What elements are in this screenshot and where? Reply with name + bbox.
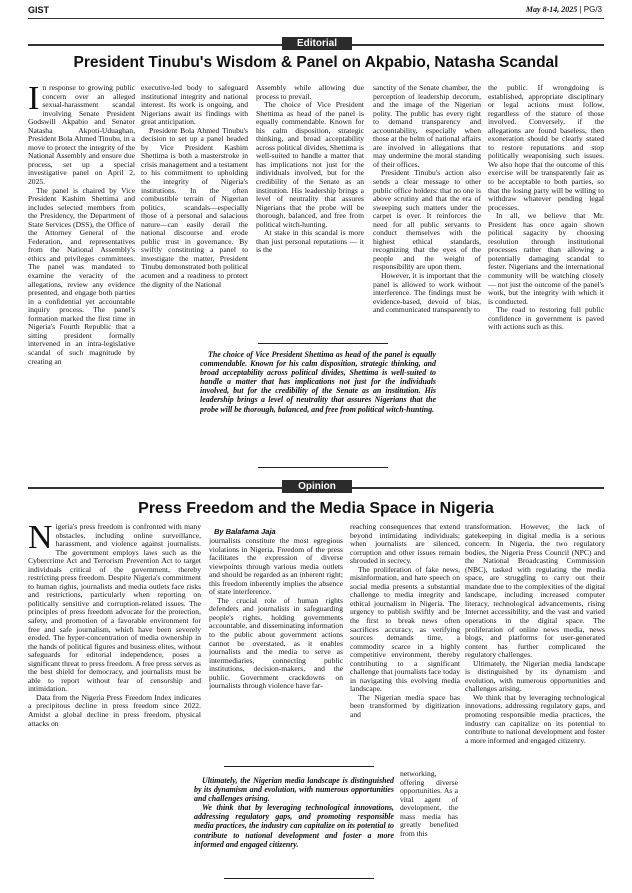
editorial-column-5 xyxy=(488,84,604,476)
paragraph: We think that by leveraging technological innovations, addressing regulatory gaps, and promoting responsible media practices, the industry can capitalize on its potential to contribute to national development and foster a more informed and engaged citizenry. xyxy=(465,692,605,745)
pullquote-text: The choice of Vice President Shettima as head of the panel is equally commendable. Known for his calm disposition, strategic thinking, and broad acceptability across political divides, Shettima is well-suited to handle a matter that has implications not just for the individuals involved, but for the credibility of the Senate as an institution. His leadership brings a level of neutrality that assures Nigerians that the probe will be thorough, balanced, and free from political witch-hunting. xyxy=(200,350,436,414)
paragraph: The panel is chaired by Vice President Kashim Shettima and includes selected members from the Presidency, the Department of State Services (DSS), the Office of the Attorney General of the Federation, and representatives from the National Assembly's ethics and privileges committees. The panel was mandated to examine the veracity of the allegations, review any evidence presented, and engage both parties in a confidential yet accountable inquiry process. The panel's formation marked the first time in Nigeria's Fourth Republic that a sitting president formally intervened in an intra-legislative scandal of such magnitude by creating an xyxy=(28,185,135,366)
opinion-column-1 xyxy=(28,523,201,883)
paragraph: journalists constitute the most egregious violations in Nigeria. Freedom of the press facilitates the expression of diverse viewpoints through various media outlets and should be regarded as an inherent right; this freedom inherently implies the absence of state interference. xyxy=(209,537,343,597)
paragraph: the public. If wrongdoing is established, appropriate disciplinary or legal actions must follow, regardless of the stature of those involved. Conversely, if the allegations are found baseless, then exoneration should be clearly stated to restore reputations and stop politically weaponising such issues. We also hope that the outcome of this exercise will be transparently fair as to be acceptable to both parties, so that the losing party will be willing to withdraw whatever pending legal processes. xyxy=(488,84,604,212)
paragraph: However, it is important that the panel is allowed to work without interference. The findings must be evidence-based, devoid of bias, and communicated transparently to xyxy=(373,271,481,315)
opinion-section-tag: Opinion xyxy=(282,480,352,493)
opinion-column-3 xyxy=(350,523,460,761)
paragraph: At stake in this scandal is more than just personal reputations — it is the xyxy=(256,228,364,255)
opinion-column-4 xyxy=(400,770,458,880)
editorial-dropcap: I xyxy=(28,84,40,117)
paragraph: networking, offering diverse opportunities. As a vital agent of development, the mass media has greatly benefited from this xyxy=(400,770,458,838)
pullquote-text: We think that by leveraging technological innovations, addressing regulatory gaps, and promoting responsible media practices, the industry can capitalize on its potential to contribute to national development and foster a more informed and engaged citizenry. xyxy=(194,803,394,849)
pullquote-rule-top xyxy=(224,766,374,767)
paragraph: reaching consequences that extend beyond intimidating individuals; when journalists are silenced, corruption and other issues remain shrouded in secrecy. xyxy=(350,523,460,566)
paragraph: igeria's press freedom is confronted with many obstacles, including online surveillance, harassment, and violence against journalists. The government employs laws such as the Cybercrime Act and Terrorism Prevention Act to target individuals critical of the government, thereby restricting press freedom. Despite Nigeria's commitment to human rights, journalists and media outlets face risks and restrictions, particularly when reporting on politically sensitive and corruption-related issues. The principles of press freedom advocate for the protection, safety, and promotion of a favorable environment for free and safe journalism, which have been severely eroded. The hyper-concentration of media ownership in the hands of political figures and business elites, without safeguards for editorial independence, poses a significant threat to press freedom. A free press serves as the best shield for democracy, and journalists must be able to report without fear of censorship and intimidation. xyxy=(28,523,201,694)
paragraph: executive-led body to safeguard institutional integrity and national interest. Its work is ongoing, and Nigerians await its findings with great anticipation. xyxy=(141,84,248,127)
paragraph: sanctity of the Senate chamber, the perception of leadership decorum, and the image of the Nigerian polity. The public has every right to demand transparency and accountability, especially when those at the helm of national affairs are involved in allegations that may undermine the moral standing of their offices. xyxy=(373,84,481,169)
page-number: PG/3 xyxy=(583,5,602,14)
opinion-pullquote xyxy=(194,776,394,874)
paragraph: n response to growing public concern over an alleged sexual-harassment scandal involving Senate President Godswill Akpabio and Senator Natasha Akpoti-Uduaghan, President Bola Ahmed Tinubu, in a move to protect the integrity of the National Assembly and ensure due process, set up a special investigative panel on April 2, 2025. xyxy=(28,84,135,187)
section-rule-left xyxy=(28,487,282,489)
section-rule-left xyxy=(28,44,282,46)
issue-date: May 8-14, 2025 xyxy=(525,5,578,14)
pullquote-rule-bottom xyxy=(258,467,388,468)
paragraph: President Tinubu's action also sends a clear message to other public office holders: that no one is above scrutiny and that the era of sweeping such matters under the carpet is over. It reinforces the need for all public servants to conduct themselves with the highest ethical standards, recognizing that the eyes of the people and the weight of responsibility are upon them. xyxy=(373,168,481,272)
paragraph: The crucial role of human rights defenders and journalists in safeguarding people's rights, holding governments accountable, and disseminating information to the public about government actions cannot be overstated, as it enables journalists and the media to serve as intermediaries, connecting public institutions, decision-makers, and the public. Government crackdowns on journalists through violence have far- xyxy=(209,595,343,691)
editorial-headline: President Tinubu's Wisdom & Panel on Akpabio, Natasha Scandal xyxy=(73,54,559,71)
pullquote-rule-bottom xyxy=(224,878,374,879)
editorial-column-1 xyxy=(28,84,135,476)
byline: By Balafama Jaja xyxy=(214,527,276,536)
opinion-headline: Press Freedom and the Media Space in Nigeria xyxy=(138,500,494,517)
editorial-column-3 xyxy=(256,84,364,336)
paragraph: The road to restoring full public confidence in government is paved with actions such as this. xyxy=(488,305,604,332)
paragraph: Assembly while allowing due process to prevail. xyxy=(256,84,364,101)
header-rule xyxy=(28,18,604,19)
opinion-column-2 xyxy=(209,537,343,761)
opinion-column-5 xyxy=(465,523,605,883)
paragraph: transformation. However, the lack of gatekeeping in digital media is a serious concern. In Nigeria, the two regulatory bodies, the Nigeria Press Council (NPC) and the National Broadcasting Commission (NBC), tasked with regulating the media space, are struggling to carry out their mandate due to the complexities of the digital landscape, including increased computer literacy, technological advancements, rising Internet accessibility, and the vast and varied operations in the digital space. The proliferation of online news media, news blogs, and platforms for user-generated content has further complicated the regulatory challenges. xyxy=(465,523,605,660)
newspaper-name: GIST xyxy=(28,5,50,15)
paragraph: The Nigerian media space has been transformed by digitization and xyxy=(350,692,460,720)
paragraph: Ultimately, the Nigerian media landscape is distinguished by its dynamism and evolution, with numerous opportunities and challenges arising. xyxy=(465,658,605,694)
section-rule-right xyxy=(352,44,604,46)
pullquote-rule-top xyxy=(258,343,388,344)
editorial-section-tag: Editorial xyxy=(282,37,352,50)
editorial-pullquote xyxy=(200,350,436,462)
paragraph: President Bola Ahmed Tinubu's decision to set up a panel headed by Vice President Kashim Shettima is both a masterstroke in crisis management and a testament to his commitment to upholding the integrity of Nigeria's institutions. In the often combustible terrain of Nigerian politics, scandals—especially those of a personal and salacious nature—can easily derail the national discourse and erode public trust in governance. By swiftly constituting a panel to investigate the matter, President Tinubu demonstrated both political acumen and a readiness to protect the dignity of the National xyxy=(141,125,248,289)
paragraph: In all, we believe that Mr. President has once again shown political sagacity by choosing resolution through institutional processes rather than allowing a potentially damaging scandal to fester. Nigerians and the international community will be watching closely — not just the outcome of the panel's work, but the integrity with which it is conducted. xyxy=(488,211,604,306)
paragraph: The proliferation of fake news, misinformation, and hate speech on social media presents a substantial challenge to media integrity and ethical journalism in Nigeria. The urgency to publish swiftly and be the first to break news often sacrifices accuracy, as verifying sources demands time, a commodity scarce in a highly competitive environment, thereby contributing to a significant challenge that journalists face today in navigating this evolving media landscape. xyxy=(350,564,460,694)
issue-info: May 8-14, 2025 | PG/3 xyxy=(525,5,602,14)
opinion-dropcap: N xyxy=(28,523,53,556)
paragraph: Data from the Nigeria Press Freedom Index indicates a precipitous decline in press freedom since 2022. Amidst a global decline in press freedom, physical attacks on xyxy=(28,692,201,728)
section-rule-right xyxy=(352,487,604,489)
pullquote-text: Ultimately, the Nigerian media landscape is distinguished by its dynamism and evolution, with numerous opportunities and challenges arising. xyxy=(194,776,394,804)
paragraph: The choice of Vice President Shettima as head of the panel is equally commendable. Known for his calm disposition, strategic thinking, and broad acceptability across political divides, Shettima is well-suited to handle a matter that has implications not just for the individuals involved, but for the credibility of the Senate as an institution. His leadership brings a level of neutrality that assures Nigerians that the probe will be thorough, balanced, and free from political witch-hunting. xyxy=(256,100,364,229)
